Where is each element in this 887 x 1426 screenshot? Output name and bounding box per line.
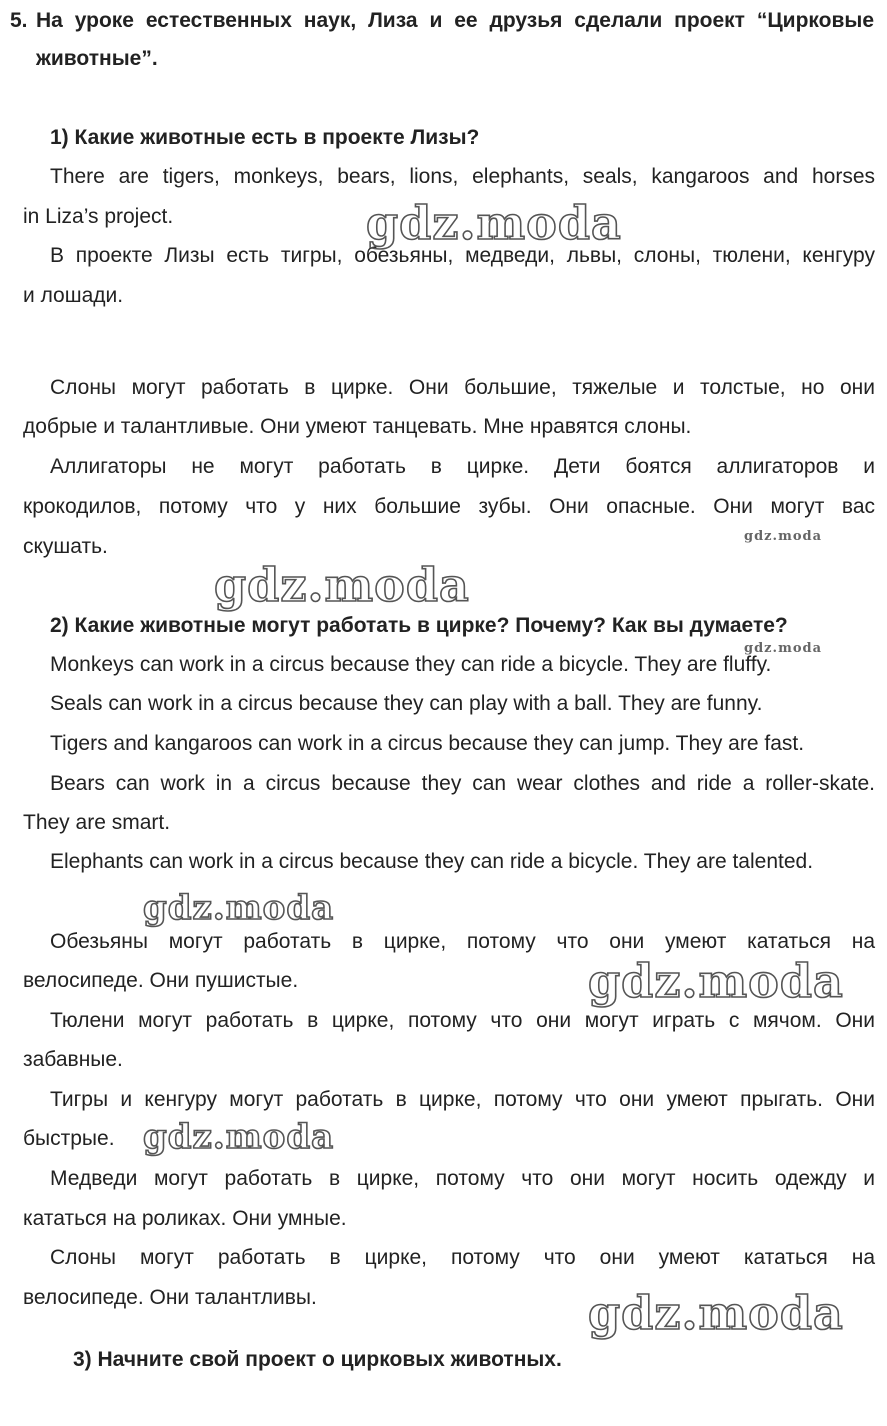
q2-answer-en-2: Seals can work in a circus because they can play with a ball. They are funny.: [50, 692, 763, 715]
q2-answer-ru-2-line-2: забавные.: [23, 1048, 123, 1071]
q2-answer-ru-3-line-2: быстрые.: [23, 1127, 115, 1150]
task-number: 5.: [10, 9, 28, 32]
extra-p2-line-3: скушать.: [23, 535, 108, 558]
q2-answer-ru-4-line-1: Медведи могут работать в цирке, потому что они могут носить одежду и: [50, 1167, 875, 1190]
task-title-line-2: животные”.: [36, 47, 158, 70]
q1-answer-en-line-2: in Liza’s project.: [23, 205, 174, 228]
extra-p1-line-1: Слоны могут работать в цирке. Они большие, тяжелые и толстые, но они: [50, 376, 875, 399]
q2-answer-ru-5-line-1: Слоны могут работать в цирке, потому что они умеют кататься на: [50, 1246, 875, 1269]
q1-answer-ru-line-2: и лошади.: [23, 284, 124, 307]
q2-answer-en-1: Monkeys can work in a circus because they can ride a bicycle. They are fluffy.: [50, 653, 772, 676]
task-title-line-1: На уроке естественных наук, Лиза и ее друзья сделали проект “Цирковые: [36, 9, 874, 32]
question-2-heading: 2) Какие животные могут работать в цирке? Почему? Как вы думаете?: [50, 614, 788, 637]
q2-answer-en-5: Elephants can work in a circus because they can ride a bicycle. They are talented.: [50, 850, 814, 873]
extra-p2-line-1: Аллигаторы не могут работать в цирке. Дети боятся аллигаторов и: [50, 455, 875, 478]
q2-answer-en-4-line-1: Bears can work in a circus because they can wear clothes and ride a roller-skate.: [50, 772, 875, 795]
q1-answer-en-line-1: There are tigers, monkeys, bears, lions, elephants, seals, kangaroos and horses: [50, 165, 875, 188]
watermark: gdz.moda: [588, 954, 844, 1008]
watermark: gdz.moda: [214, 558, 470, 612]
q2-answer-ru-3-line-1: Тигры и кенгуру могут работать в цирке, потому что они умеют прыгать. Они: [50, 1088, 875, 1111]
watermark: gdz.moda: [143, 1117, 335, 1157]
watermark: gdz.moda: [366, 196, 622, 250]
q2-answer-ru-2-line-1: Тюлени могут работать в цирке, потому что они могут играть с мячом. Они: [50, 1009, 875, 1032]
watermark-small: gdz.moda: [744, 529, 823, 544]
q2-answer-ru-1-line-1: Обезьяны могут работать в цирке, потому что они умеют кататься на: [50, 930, 875, 953]
extra-p2-line-2: крокодилов, потому что у них большие зубы. Они опасные. Они могут вас: [23, 495, 875, 518]
q2-answer-en-4-line-2: They are smart.: [23, 811, 171, 834]
question-3-heading: 3) Начните свой проект о цирковых животных.: [73, 1348, 562, 1371]
q2-answer-ru-5-line-2: велосипеде. Они талантливы.: [23, 1286, 317, 1309]
watermark-small: gdz.moda: [744, 641, 823, 656]
q1-answer-ru-line-1: В проекте Лизы есть тигры, обезьяны, медведи, львы, слоны, тюлени, кенгуру: [50, 244, 875, 267]
q2-answer-en-3: Tigers and kangaroos can work in a circus because they can jump. They are fast.: [50, 732, 805, 755]
watermark: gdz.moda: [143, 888, 335, 928]
question-1-heading: 1) Какие животные есть в проекте Лизы?: [50, 126, 480, 149]
extra-p1-line-2: добрые и талантливые. Они умеют танцевать. Мне нравятся слоны.: [23, 415, 692, 438]
q2-answer-ru-1-line-2: велосипеде. Они пушистые.: [23, 969, 299, 992]
watermark: gdz.moda: [588, 1286, 844, 1340]
q2-answer-ru-4-line-2: кататься на роликах. Они умные.: [23, 1207, 347, 1230]
